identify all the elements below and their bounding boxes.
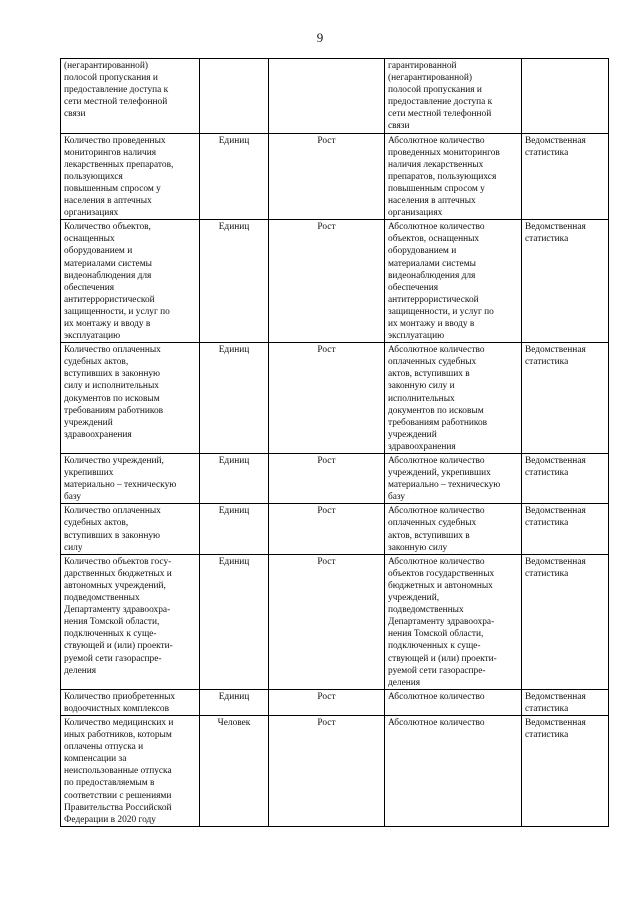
cell-text-line: Абсолютное количество: [388, 456, 485, 466]
indicators-table-body: [61, 59, 609, 827]
cell-text-line: Количество оплаченных: [64, 345, 161, 356]
calculation-method-cell: [385, 220, 522, 343]
cell-text-line: силу и исполнительных: [64, 381, 159, 392]
calculation-method-cell: [385, 133, 522, 220]
cell-text-line: автономных учреждений,: [64, 580, 166, 591]
cell-text-line: актов, вступивших в: [388, 369, 470, 380]
cell-text-line: здравоохранения: [388, 441, 456, 452]
cell-text-line: Абсолютное количество: [388, 506, 485, 517]
cell-text-line: повышенным спросом у: [388, 183, 485, 194]
cell-text-line: оплаченных судебных: [388, 518, 477, 529]
cell-text-line: эксплуатацию: [388, 331, 445, 342]
calculation-method-cell: [385, 454, 522, 504]
cell-text-line: учреждений: [388, 429, 437, 440]
cell-text-line: судебных актов,: [64, 357, 129, 368]
cell-text-line: исполнительных: [388, 393, 455, 404]
unit-cell: [200, 554, 269, 689]
calculation-method-cell: [385, 59, 522, 134]
indicator-name-cell: [61, 454, 200, 504]
direction-cell: [269, 689, 385, 715]
cell-text-line: иных работников, которым: [64, 730, 172, 741]
cell-text-line: объектов, оснащенных: [388, 234, 480, 245]
calculation-method-cell: [385, 554, 522, 689]
cell-text-line: населения в аптечных: [64, 196, 152, 207]
cell-text-line: объектов государственных: [388, 568, 495, 579]
cell-text-line: деления: [64, 665, 97, 676]
cell-text-line: статистика: [525, 234, 569, 245]
data-source-cell: [522, 343, 609, 454]
cell-text-line: документов по исковым: [388, 405, 484, 416]
cell-text-line: базу: [388, 492, 406, 503]
unit-cell: [200, 454, 269, 504]
cell-text: Единиц: [218, 556, 250, 567]
cell-text-line: организациях: [388, 208, 443, 219]
cell-text-line: наличия лекарственных: [388, 159, 484, 170]
cell-text-line: защищенности, и услуг по: [388, 306, 494, 317]
cell-text: Человек: [217, 717, 251, 728]
indicator-name-cell: [61, 220, 200, 343]
cell-text-line: Количество объектов госу-: [64, 556, 172, 567]
cell-text-line: Абсолютное количество: [388, 345, 485, 356]
cell-text-line: ствующей и (или) проекти-: [64, 641, 173, 652]
cell-text-line: Департаменту здравоохра-: [64, 605, 171, 616]
cell-text-line: материально – техническую: [388, 480, 501, 491]
cell-text-line: учреждений, укрепивших: [388, 468, 491, 479]
table-row: [61, 59, 609, 134]
cell-text-line: Абсолютное количество: [388, 691, 485, 702]
cell-text-line: сети местной телефонной: [64, 97, 168, 108]
cell-text-line: статистика: [525, 568, 569, 579]
cell-text-line: Департаменту здравоохра-: [388, 617, 495, 628]
cell-text-line: материалами системы: [64, 258, 152, 269]
data-source-cell: [522, 554, 609, 689]
cell-text-line: судебных актов,: [64, 518, 129, 529]
cell-text-line: полосой пропускания и: [388, 85, 482, 96]
cell-text-line: здравоохранения: [64, 429, 132, 440]
cell-text-line: их монтажу и вводу в: [64, 318, 151, 329]
table-row: [61, 133, 609, 220]
cell-text-line: вступивших в законную: [64, 369, 161, 380]
cell-text-line: укрепивших: [64, 468, 114, 479]
cell-text-line: Количество оплаченных: [64, 506, 161, 517]
cell-text-line: предоставление доступа к: [388, 97, 493, 108]
cell-text-line: нения Томской области,: [64, 617, 160, 628]
cell-text-line: оплачены отпуска и: [64, 742, 144, 753]
cell-text-line: оснащенных: [64, 234, 115, 245]
data-source-cell: [522, 504, 609, 554]
data-source-cell: [522, 133, 609, 220]
cell-text-line: деления: [388, 677, 421, 688]
table-row: [61, 689, 609, 715]
unit-cell: [200, 133, 269, 220]
cell-text-line: документов по исковым: [64, 393, 160, 404]
unit-cell: [200, 343, 269, 454]
cell-text: Рост: [317, 556, 336, 567]
cell-text: Единиц: [218, 135, 250, 146]
cell-text-line: Ведомственная: [525, 691, 586, 702]
cell-text-line: предоставление доступа к: [64, 85, 169, 96]
data-source-cell: [522, 689, 609, 715]
cell-text-line: Абсолютное количество: [388, 135, 485, 146]
cell-text-line: учреждений,: [388, 593, 440, 604]
cell-text-line: препаратов, пользующихся: [388, 171, 497, 182]
direction-cell: [269, 133, 385, 220]
cell-text-line: Количество учреждений,: [64, 456, 164, 466]
cell-text-line: учреждений: [64, 417, 113, 428]
cell-text-line: статистика: [525, 147, 569, 158]
cell-text-line: Ведомственная: [525, 345, 586, 356]
cell-text-line: компенсации за: [64, 754, 127, 765]
cell-text-line: законную силу: [388, 542, 448, 553]
cell-text-line: Правительства Российской: [64, 802, 172, 813]
data-source-cell: [522, 220, 609, 343]
cell-text-line: Абсолютное количество: [388, 717, 485, 728]
indicator-name-cell: [61, 59, 200, 134]
cell-text-line: базу: [64, 492, 82, 503]
cell-text-line: оборудованием и: [64, 246, 133, 257]
table-row: [61, 454, 609, 504]
cell-text-line: статистика: [525, 703, 569, 714]
cell-text-line: полосой пропускания и: [64, 73, 158, 84]
cell-text-line: Ведомственная: [525, 717, 586, 728]
cell-text-line: Количество приобретенных: [64, 691, 176, 702]
unit-cell: [200, 689, 269, 715]
direction-cell: [269, 59, 385, 134]
cell-text-line: связи: [64, 109, 86, 120]
cell-text-line: антитеррористической: [388, 294, 479, 305]
cell-text-line: обеспечения: [388, 282, 439, 293]
cell-text-line: неиспользованные отпуска: [64, 766, 172, 777]
cell-text-line: подключенных к суще-: [64, 629, 157, 640]
cell-text-line: руемой сети газораспре-: [64, 653, 162, 664]
unit-cell: [200, 504, 269, 554]
direction-cell: [269, 504, 385, 554]
indicator-name-cell: [61, 715, 200, 826]
cell-text-line: эксплуатацию: [64, 331, 121, 342]
cell-text-line: подведомственных: [388, 605, 464, 616]
cell-text-line: силу: [64, 542, 83, 553]
unit-cell: [200, 715, 269, 826]
cell-text-line: дарственных бюджетных и: [64, 568, 172, 579]
page-number: 9: [316, 30, 324, 45]
calculation-method-cell: [385, 343, 522, 454]
cell-text-line: Абсолютное количество: [388, 556, 485, 567]
cell-text-line: организациях: [64, 208, 119, 219]
direction-cell: [269, 715, 385, 826]
data-source-cell: [522, 454, 609, 504]
cell-text: Рост: [317, 506, 336, 517]
indicator-name-cell: [61, 554, 200, 689]
cell-text-line: видеонаблюдения для: [388, 270, 476, 281]
unit-cell: [200, 59, 269, 134]
cell-text-line: законную силу и: [388, 381, 455, 392]
cell-text-line: Количество объектов,: [64, 222, 151, 233]
cell-text-line: подключенных к суще-: [388, 641, 481, 652]
cell-text: Единиц: [218, 691, 250, 702]
cell-text-line: бюджетных и автономных: [388, 580, 493, 591]
cell-text: Рост: [317, 345, 336, 356]
cell-text: Рост: [317, 691, 336, 702]
table-row: [61, 504, 609, 554]
calculation-method-cell: [385, 504, 522, 554]
cell-text-line: антитеррористической: [64, 294, 155, 305]
cell-text-line: мониторингов наличия: [64, 147, 157, 158]
cell-text-line: материалами системы: [388, 258, 476, 269]
table-row: [61, 220, 609, 343]
direction-cell: [269, 554, 385, 689]
cell-text-line: населения в аптечных: [388, 196, 476, 207]
cell-text-line: оплаченных судебных: [388, 357, 477, 368]
cell-text-line: гарантированной: [388, 61, 457, 71]
cell-text-line: защищенности, и услуг по: [64, 306, 170, 317]
cell-text: Рост: [317, 135, 336, 146]
cell-text-line: актов, вступивших в: [388, 530, 470, 541]
cell-text-line: проведенных мониторингов: [388, 147, 500, 158]
cell-text-line: сети местной телефонной: [388, 109, 492, 120]
cell-text-line: статистика: [525, 518, 569, 529]
cell-text: Рост: [317, 456, 336, 466]
cell-text-line: водоочистных комплексов: [64, 703, 169, 714]
cell-text-line: лекарственных препаратов,: [64, 159, 174, 170]
cell-text-line: Абсолютное количество: [388, 222, 485, 233]
cell-text-line: статистика: [525, 468, 569, 479]
cell-text: Единиц: [218, 506, 250, 517]
cell-text-line: Ведомственная: [525, 135, 586, 146]
cell-text-line: статистика: [525, 357, 569, 368]
indicator-name-cell: [61, 689, 200, 715]
cell-text-line: Федерации в 2020 году: [64, 814, 156, 825]
calculation-method-cell: [385, 689, 522, 715]
cell-text-line: Ведомственная: [525, 456, 586, 466]
direction-cell: [269, 343, 385, 454]
calculation-method-cell: [385, 715, 522, 826]
cell-text-line: материально – техническую: [64, 480, 177, 491]
cell-text: Единиц: [218, 456, 250, 466]
table-row: [61, 343, 609, 454]
indicator-name-cell: [61, 504, 200, 554]
cell-text-line: пользующихся: [64, 171, 123, 182]
data-source-cell: [522, 715, 609, 826]
cell-text: Единиц: [218, 222, 250, 233]
data-source-cell: [522, 59, 609, 134]
indicator-name-cell: [61, 133, 200, 220]
cell-text-line: повышенным спросом у: [64, 183, 161, 194]
cell-text-line: вступивших в законную: [64, 530, 161, 541]
cell-text-line: оборудованием и: [388, 246, 457, 257]
direction-cell: [269, 220, 385, 343]
unit-cell: [200, 220, 269, 343]
indicator-name-cell: [61, 343, 200, 454]
cell-text-line: соответствии с решениями: [64, 790, 172, 801]
cell-text: Единиц: [218, 345, 250, 356]
indicators-table: [60, 58, 609, 827]
cell-text: Рост: [317, 717, 336, 728]
direction-cell: [269, 454, 385, 504]
cell-text-line: статистика: [525, 730, 569, 741]
cell-text-line: видеонаблюдения для: [64, 270, 152, 281]
table-row: [61, 715, 609, 826]
cell-text-line: (негарантированной): [64, 61, 148, 71]
cell-text-line: Ведомственная: [525, 222, 586, 233]
cell-text-line: Количество проведенных: [64, 135, 166, 146]
cell-text-line: руемой сети газораспре-: [388, 665, 486, 676]
cell-text-line: (негарантированной): [388, 73, 472, 84]
cell-text-line: нения Томской области,: [388, 629, 484, 640]
cell-text-line: Ведомственная: [525, 556, 586, 567]
cell-text-line: обеспечения: [64, 282, 115, 293]
cell-text-line: связи: [388, 121, 410, 132]
cell-text-line: подведомственных: [64, 593, 140, 604]
cell-text-line: требованиям работников: [388, 417, 488, 428]
cell-text-line: их монтажу и вводу в: [388, 318, 475, 329]
table-row: [61, 554, 609, 689]
cell-text-line: Количество медицинских и: [64, 717, 174, 728]
cell-text: Рост: [317, 222, 336, 233]
cell-text-line: Ведомственная: [525, 506, 586, 517]
cell-text-line: ствующей и (или) проекти-: [388, 653, 497, 664]
cell-text-line: требованиям работников: [64, 405, 164, 416]
cell-text-line: по предоставляемым в: [64, 778, 155, 789]
